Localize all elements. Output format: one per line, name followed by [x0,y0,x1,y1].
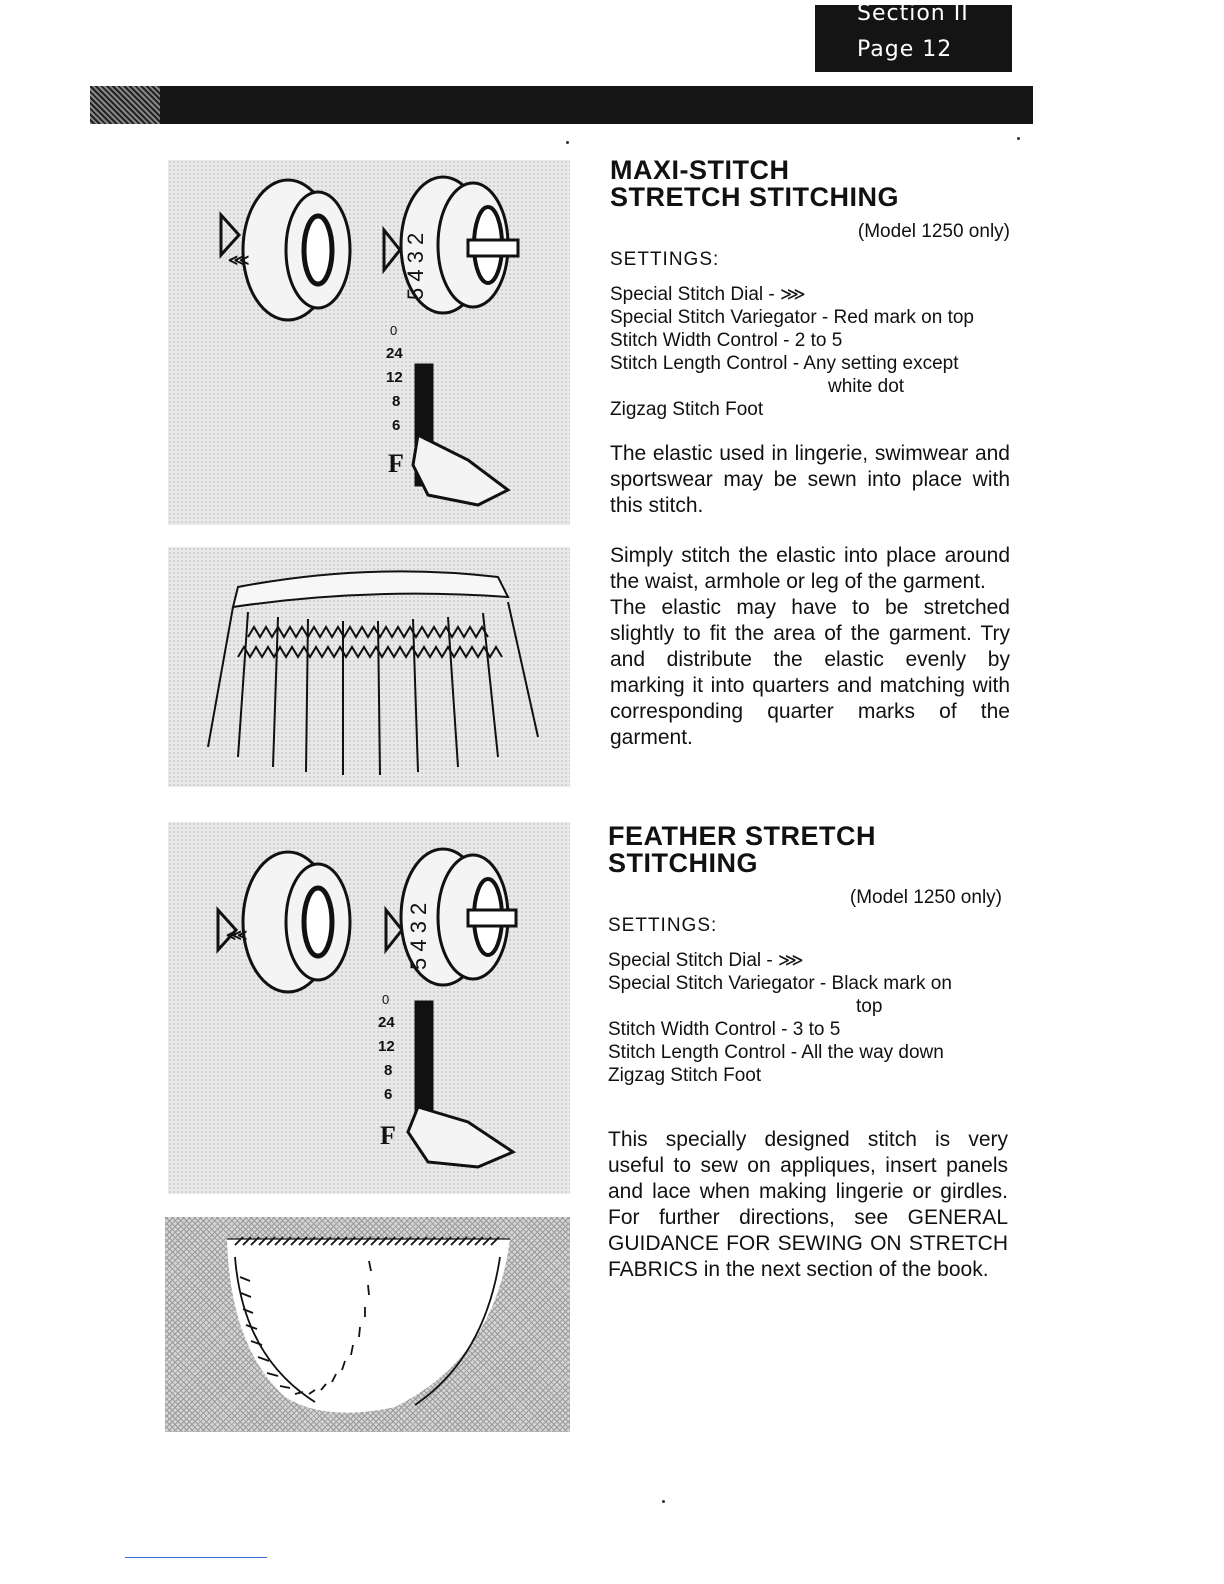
dial-numbers: 5 4 3 2 [403,232,428,300]
scale-label: 8 [392,393,401,410]
maxi-paragraph-1: The elastic used in lingerie, swimwear and sportswear may be sewn into place with this stitch. [610,442,1010,517]
illustration-applique [165,1217,570,1432]
header-bar [90,86,1033,124]
feather-setting-length: Stitch Length Control - All the way down [608,1042,944,1063]
page-label: Page 12 [857,37,953,62]
foot-letter: F [380,1121,396,1150]
maxi-setting-variegator: Special Stitch Variegator - Red mark on top [610,307,974,328]
feather-setting-width: Stitch Width Control - 3 to 5 [608,1019,841,1040]
maxi-model-note: (Model 1250 only) [857,221,1010,242]
header-bar-grain [90,86,160,124]
dials-feather-drawing [168,822,570,1194]
pointer-left [221,215,239,255]
elastic-band [233,571,508,607]
pointer-right [384,230,400,270]
maxi-setting-width: Stitch Width Control - 2 to 5 [610,330,843,351]
scale-label: 24 [386,345,403,362]
section-tab [815,1,1012,72]
feather-stitch-section [608,823,1008,1283]
presser-foot [413,435,508,505]
scale-label: 12 [386,369,403,386]
feather-setting-foot: Zigzag Stitch Foot [608,1065,762,1086]
scale-label: 8 [384,1062,393,1079]
maxi-title-line1: MAXI-STITCH [610,155,790,185]
maxi-setting-length-cont: white dot [828,376,905,397]
garment-waist-drawing [168,547,570,787]
feather-setting-variegator: Special Stitch Variegator - Black mark on [608,973,952,994]
maxi-stitch-section [610,157,1010,751]
maxi-setting-dial [610,283,1010,306]
speck [662,1500,665,1503]
maxi-setting-foot: Zigzag Stitch Foot [610,399,764,420]
feather-model-note: (Model 1250 only) [849,887,1002,908]
svg-text:⋘: ⋘ [228,252,250,269]
zigzag-stitch-row [248,627,488,637]
section-label: Section II [857,1,969,26]
feather-dial-label: Special Stitch Dial - [608,950,773,971]
maxi-settings-heading: SETTINGS: [610,249,720,270]
illustration-garment-waist [168,547,570,787]
feather-title-line1: FEATHER STRETCH [608,821,876,851]
feather-setting-dial [608,949,1008,972]
applique-drawing [165,1217,570,1432]
stitch-symbol-icon: ⋙ [780,284,805,304]
scale-label: 12 [378,1038,395,1055]
illustration-dials-maxi [168,160,570,525]
scale-label: 6 [384,1086,393,1103]
dial-numbers: 5 4 3 2 [406,902,431,970]
maxi-title-line2: STRETCH STITCHING [610,182,899,212]
feather-settings-heading: SETTINGS: [608,915,718,936]
scale-label: 0 [382,992,390,1007]
maxi-paragraph-3: The elastic may have to be stretched slightly to fit the area of the garment. Try and distribute the elastic evenly by marking it into quarters and matching with corresponding quarter marks of the garment. [610,596,1010,749]
maxi-dial-label: Special Stitch Dial - [610,284,775,305]
feather-title-line2: STITCHING [608,848,758,878]
svg-text:⋘: ⋘ [226,927,248,944]
scale-label: 24 [378,1014,395,1031]
illustration-dials-feather [168,822,570,1194]
scale-label: 0 [390,323,398,338]
scale-label: 6 [392,417,401,434]
speck [566,141,569,144]
feather-setting-variegator-cont: top [856,996,883,1017]
feather-paragraph-1: This specially designed stitch is very useful to sew on appliques, insert panels and lace when making lingerie or girdles. For further directions, see GENERAL GUIDANCE FOR SEWING ON STRETCH FABRICS in the next section of the book. [608,1128,1008,1281]
maxi-setting-length: Stitch Length Control - Any setting except [610,353,959,374]
presser-foot [408,1107,513,1167]
speck [1017,137,1020,140]
footer-rule [125,1557,267,1558]
stitch-symbol-icon: ⋙ [778,950,803,970]
maxi-paragraph-2: Simply stitch the elastic into place around the waist, armhole or leg of the garment. [610,544,1010,593]
foot-letter: F [388,449,404,478]
dials-maxi-drawing [168,160,570,525]
